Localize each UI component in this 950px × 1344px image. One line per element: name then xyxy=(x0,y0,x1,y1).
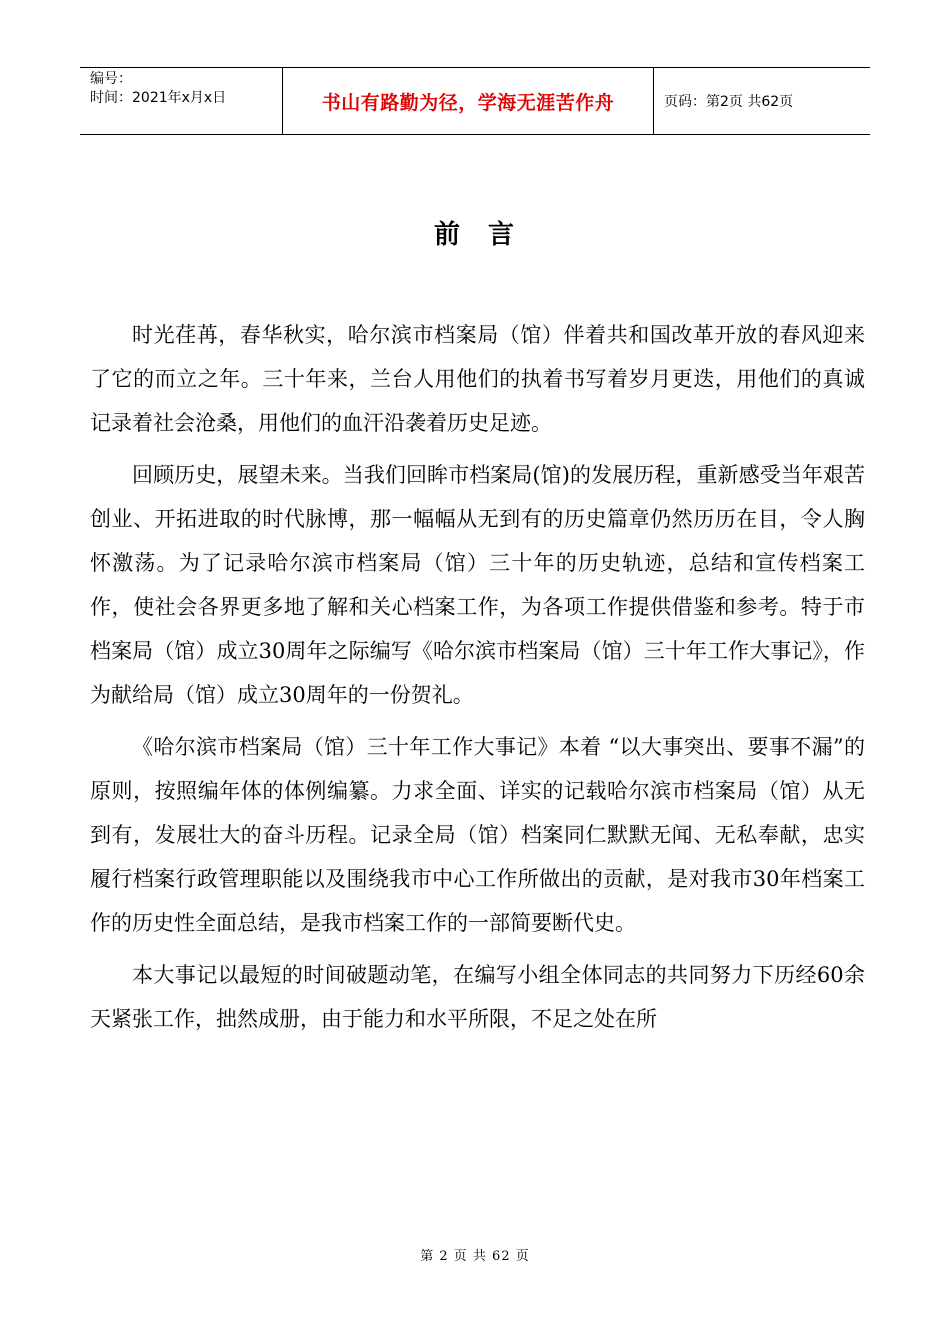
document-header xyxy=(80,67,870,135)
header-motto: 书山有路勤为径，学海无涯苦作舟 xyxy=(282,68,654,134)
header-meta xyxy=(80,68,282,134)
time-label: 时间：2021年x月x日 xyxy=(90,90,227,106)
title-char-2: 言 xyxy=(488,220,517,250)
header-page-info: 页码：第2页 共62页 xyxy=(664,94,794,110)
paragraph: 《哈尔滨市档案局（馆）三十年工作大事记》本着 “以大事突出、要事不漏”的原则，按照编年体的体例编纂。力求全面、详实的记载哈尔滨市档案局（馆）从无到有，发展壮大的奋斗历程。记录全局（馆）档案同仁默默无闻、无私奉献，忠实履行档案行政管理职能以及围绕我市中心工作所做出的贡献，是对我市30年档案工作的历史性全面总结，是我市档案工作的一部简要断代史。 xyxy=(90,735,865,935)
page-footer: 第 2 页 共 62 页 xyxy=(420,1249,530,1264)
title-char-1: 前 xyxy=(433,220,462,250)
paragraph: 时光荏苒，春华秋实，哈尔滨市档案局（馆）伴着共和国改革开放的春风迎来了它的而立之年。三十年来，兰台人用他们的执着书写着岁月更迭，用他们的真诚记录着社会沧桑，用他们的血汗沿袭着历史足迹。 xyxy=(90,323,865,435)
paragraph: 回顾历史，展望未来。当我们回眸市档案局(馆)的发展历程，重新感受当年艰苦创业、开拓进取的时代脉博，那一幅幅从无到有的历史篇章仍然历历在目，令人胸怀激荡。为了记录哈尔滨市档案局（馆）三十年的历史轨迹，总结和宣传档案工作，使社会各界更多地了解和关心档案工作，为各项工作提供借鉴和参考。特于市档案局（馆）成立30周年之际编写《哈尔滨市档案局（馆）三十年工作大事记》，作为献给局（馆）成立30周年的一份贺礼。 xyxy=(90,463,865,707)
page-title xyxy=(0,214,950,251)
body-text xyxy=(90,313,865,1049)
number-label: 编号： xyxy=(90,71,132,87)
paragraph: 本大事记以最短的时间破题动笔，在编写小组全体同志的共同努力下历经60余天紧张工作，拙然成册，由于能力和水平所限，不足之处在所 xyxy=(90,963,865,1031)
